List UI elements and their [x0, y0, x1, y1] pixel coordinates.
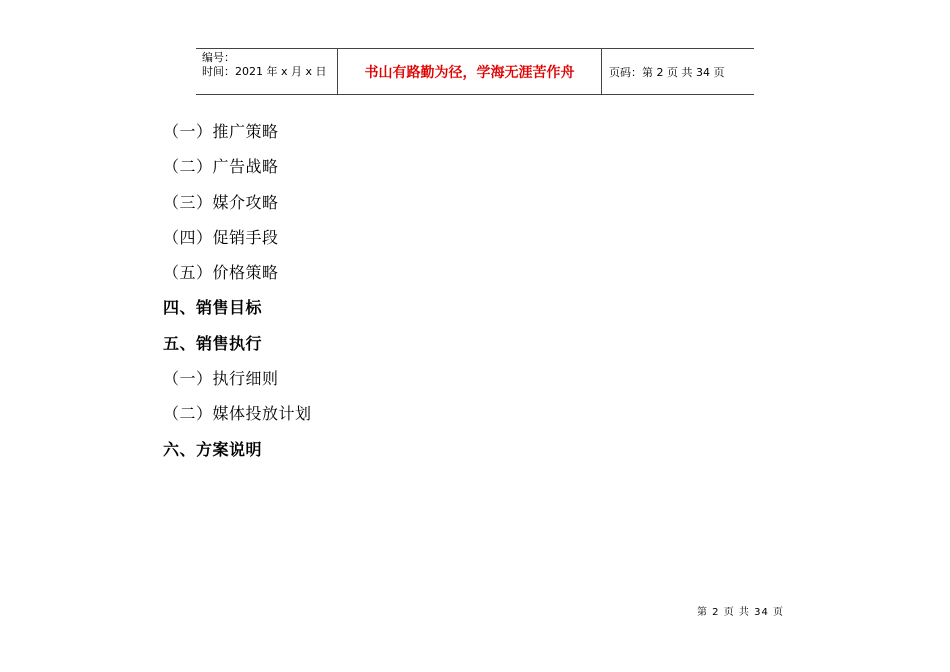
toc-item: （二）媒体投放计划: [163, 404, 312, 424]
page-code-text: 页码：第 2 页 共 34 页: [609, 65, 725, 79]
toc-item: （二）广告战略: [163, 157, 279, 177]
table-of-contents: [163, 118, 312, 471]
toc-section-heading: 五、销售执行: [163, 333, 263, 353]
toc-item: （一）推广策略: [163, 122, 279, 141]
page-code-cell: [602, 49, 754, 94]
number-label: 编号：: [202, 51, 235, 64]
footer-page-indicator: 第 2 页 共 34 页: [697, 607, 784, 618]
toc-item: （五）价格策略: [163, 263, 279, 283]
page-footer: [697, 603, 784, 618]
time-label: 时间：2021 年 x 月 x 日: [202, 65, 327, 78]
toc-section-heading: 六、方案说明: [163, 439, 263, 459]
toc-item: （三）媒介攻略: [163, 192, 279, 212]
header-info-cell: [196, 49, 338, 94]
page-header-table: [196, 48, 754, 95]
motto-cell: [338, 49, 602, 94]
motto-text: 书山有路勤为径，学海无涯苦作舟: [364, 64, 575, 81]
toc-item: （一）执行细则: [163, 369, 279, 389]
toc-section-heading: 四、销售目标: [163, 298, 263, 318]
toc-item: （四）促销手段: [163, 227, 279, 247]
